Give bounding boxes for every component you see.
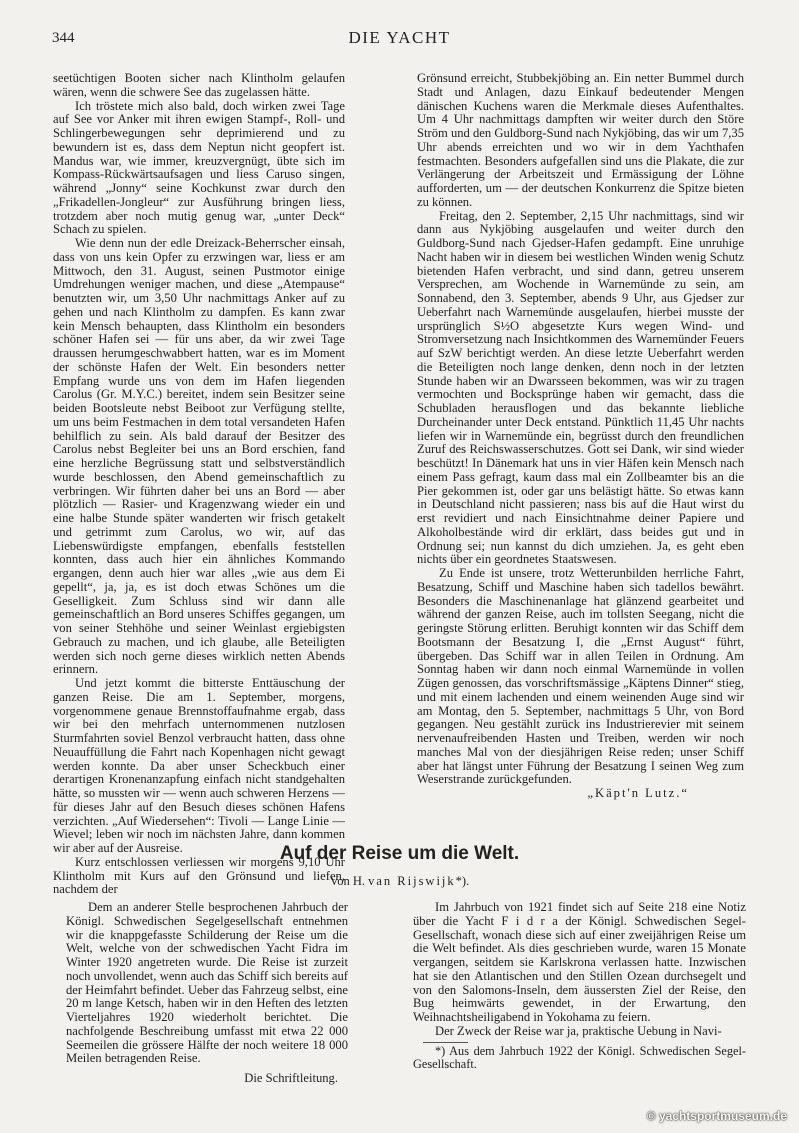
article-title: Auf der Reise um die Welt.: [279, 843, 520, 864]
page-number: 344: [52, 30, 75, 46]
running-title: DIE YACHT: [348, 28, 451, 47]
watermark: © yachtsportmuseum.de: [646, 1109, 787, 1123]
footnote: *) Aus dem Jahrbuch 1922 der Königl. Schwedischen Segel-Gesellschaft.: [413, 1043, 746, 1072]
byline: [0, 874, 799, 889]
paragraph: Der Zweck der Reise war ja, praktische Uebung in Navi-: [435, 1023, 722, 1038]
article2-right-column: [413, 901, 746, 1072]
article2-left-column: [66, 901, 348, 1086]
paragraph: Freitag, den 2. September, 2,15 Uhr nachmittags, sind wir dann aus Nykjöbing ausgelaufen und weiter durch den Guldborg-Sund nach Gjedser-Hafen gedampft. Eine unruhige Nacht haben wir in diesem bei westlichen Winden wenig Schutz bietenden Hafen verbracht, und sind dann, getreu unserem Versprechen, am Wochende in Warnemünde zu sein, am Sonnabend, den 3. September, abends 9 Uhr, aus Gjedser zur Ueberfahrt nach Warnemünde ausgelaufen, hierbei musste der ursprünglich S½O abgesetzte Kurs wegen Wind- und Stromversetzung nach Insichtkommen des Warnemünder Feuers auf SzW berichtigt werden. An diese letzte Ueberfahrt werden die Beteiligten noch lange denken, denn noch in der letzten Stunde haben wir an Dwarsseen bekommen, was wir zu tragen vermochten und Bocksprünge haben wir gemacht, dass die Schubladen herausflogen und das bekannte liebliche Durcheinander unter Deck entstand. Pünktlich 11,45 Uhr nachts liefen wir in Warnemünde ein, begrüsst durch den freundlichen Zuruf des Reichswasserschutzes. Gott sei Dank, wir sind wieder beschützt! In Dänemark hat uns in vier Häfen kein Mensch nach einem Pass gefragt, kaum dass mal ein Zollbeamter bis an die Pier gekommen ist, oder gar uns belästigt hätte. So etwas kann in Deutschland nicht passieren; nass bis auf die Haut wirst du erst revidiert und nach Einsichtnahme deiner Papiere und Alkoholbestände wird dir erklärt, dass beides gut und in Ordnung sei; nun kannst du dich umziehen. Ja, es geht eben nichts über ein geordnetes Staatswesen.: [417, 208, 744, 567]
paragraph: seetüchtigen Booten sicher nach Klintholm gelaufen wären, wenn die schwere See das zugelassen hätte.: [53, 71, 345, 99]
article1-right-column: [417, 72, 744, 801]
paragraph: Wie denn nun der edle Dreizack-Beherrscher einsah, dass von uns kein Opfer zu erzwingen war, liess er am Mittwoch, den 31. August, seinen Pustmotor einige Umdrehungen weniger machen, und diese „Atempause“ benutzten wir, um 3,50 Uhr nachmittags Anker auf zu gehen und nach Klintholm zu dampfen. Es kann zwar kein Mensch behaupten, dass Klintholm ein besonders schöner Hafen sei — für uns aber, da wir zwei Tage draussen herumgeschwabbert hatten, war es im Moment der schönste Hafen der Welt. Ein besonders netter Empfang wurde uns von dem im Hafen liegenden Carolus (Gr. M.Y.C.) bereitet, indem sein Besitzer seine beiden Bootsleute nebst Beiboot zur Verfügung stellte, um uns beim Festmachen in dem total versandeten Hafen behilflich zu sein. Als bald darauf der Besitzer des Carolus nebst Begleiter bei uns an Bord erschien, fand eine herzliche Begrüssung statt und selbstverständlich wurde beschlossen, den Abend gemeinschaftlich zu verbringen. Wir führten daher bei uns an Bord — aber plötzlich — Rasier- und Kragenzwang wieder ein und eine halbe Stunde später wanderten wir frisch getakelt und getrimmt zum Carolus, wo wir, auf das Liebenswürdigste empfangen, ebenfalls feststellen konnten, dass auch hier ein ähnliches Kommando ergangen, denn auch hier war alles „wie aus dem Ei gepellt“, ja, ja, es ist doch etwas Schönes um die Geselligkeit. Zum Schluss sind wir dann alle gemeinschaftlich an Bord unseres Schiffes gegangen, um von seiner Stehhöhe und seiner Weinlast ergiebigsten Gebrauch zu machen, und ich glaube, alle Beteiligten werden sich noch gerne dieses wirklich netten Abends erinnern.: [53, 236, 345, 677]
byline-prefix: Von H.: [329, 874, 369, 888]
paragraph: Kurz entschlossen verliessen wir morgens 9,10 Uhr Klintholm mit Kurs auf den Grönsund und liefen, nachdem der: [53, 854, 345, 897]
paragraph: Ich tröstete mich also bald, doch wirken zwei Tage auf See vor Anker mit ihren ewigen Stampf-, Roll- und Schlingerbewegungen sehr deprimierend und zu bewundern ist es, dass dem Neptun nicht geopfert ist. Mandus war, wie immer, kreuzvergnügt, übte sich im Kompass-Rückwärtsaufsagen und liess Caruso singen, während „Jonny“ seine Kochkunst zwar durch den „Frikadellen-Jongleur“ zur Ausführung bringen liess, trotzdem aber noch mutig genug war, „unter Deck“ Schach zu spielen.: [53, 98, 345, 237]
editor-note: Dem an anderer Stelle besprochenen Jahrbuch der Königl. Schwedischen Segelgesellschaft entnehmen wir die knappgefasste Schilderung der Reise um die Welt, welche von der schwedischen Yacht Fidra im Winter 1920 angetreten wurde. Die Reise ist zurzeit noch unvollendet, wenn auch das Schiff sich bereits auf der Heimfahrt befindet. Ueber das Fahrzeug selbst, eine 20 m lange Ketsch, haben wir in den Heften des letzten Vierteljahres 1920 wiederholt berichtet. Die nachfolgende Beschreibung umfasst mit etwa 22 000 Seemeilen die grössere Hälfte der noch weitere 18 000 Meilen betragenden Reise.: [66, 900, 348, 1066]
byline-suffix: *).: [455, 874, 470, 888]
editor-signature: Die Schriftleitung.: [244, 1071, 338, 1085]
byline-author: van Rijswijk: [368, 874, 456, 888]
author-signature: „Käpt'n Lutz.“: [587, 786, 689, 800]
footnote-divider: [423, 1042, 468, 1043]
paragraph: Im Jahrbuch von 1921 findet sich auf Seite 218 eine Notiz über die Yacht F i d r a der Königl. Schwedischen Segel-Gesellschaft, wonach diese sich auf einer zweijährigen Reise um die Welt befindet. Als dies geschrieben wurde, waren 15 Monate vergangen, seitdem sie Karlskrona verlassen hatte. Inzwischen hat sie den Atlantischen und den Stillen Ozean durchsegelt und von den Salomons-Inseln, dem äussersten Ziel der Reise, den Bug heimwärts gewendet, in der Erwartung, den Weihnachtsheiligabend in Yokohama zu feiern.: [413, 900, 746, 1024]
article1-left-column: [53, 72, 345, 897]
paragraph: Und jetzt kommt die bitterste Enttäuschung der ganzen Reise. Die am 1. September, morgens, vorgenommene genaue Brennstoffaufnahme ergab, dass wir bei den mehrfach unternommenen nutzlosen Sturmfahrten soviel Benzol verbraucht hatten, dass ohne Neuauffüllung die Fahrt nach Kopenhagen nicht gewagt werden konnte. Da aber unser Scheckbuch einer derartigen Kronenanzapfung einfach nicht standgehalten hätte, so mussten wir — wenn auch schweren Herzens — für dieses Jahr auf den Besuch dieses schönen Hafens verzichten. „Auf Wiedersehen“: Tivoli — Lange Linie — Wievel; leben wir noch im nächsten Jahre, dann kommen wir aber auf der Ausreise.: [53, 676, 345, 855]
paragraph: Grönsund erreicht, Stubbekjöbing an. Ein netter Bummel durch Stadt und Anlagen, dazu Einkauf bedeutender Mengen dänischen Kuchens waren die Merkmale dieses Aufenthaltes. Um 4 Uhr nachmittags dampften wir weiter durch den Störe Ström und den Guldborg-Sund nach Nykjöbing, das wir um 7,35 Uhr abends erreichten und wo wir in dem Yachthafen festmachten. Besonders aufgefallen sind uns die Plakate, die zur Verlängerung der Arbeitszeit und Ermässigung der Löhne aufforderten, um — der deutschen Konkurrenz die Spitze bieten zu können.: [417, 71, 744, 209]
paragraph: Zu Ende ist unsere, trotz Wetterunbilden herrliche Fahrt, Besatzung, Schiff und Maschine haben sich tadellos bewährt. Besonders die Maschinenanlage hat glänzend gearbeitet und während der ganzen Reise, auch im tollsten Seegang, nicht die geringste Störung erlitten. Beruhigt konnten wir das Schiff dem Bootsmann der Besatzung I, die „Ernst August“ führt, übergeben. Das Schiff war in allen Teilen in Ordnung. Am Sonntag haben wir dann noch einmal Warnemünde in vollen Zügen genossen, das vorschriftsmässige „Käptens Dinner“ stieg, und mit einem lachenden und einem weinenden Auge sind wir am Montag, den 5. September, nachmittags 5 Uhr, von Bord gegangen. Neu gestählt zurück ins Industrierevier mit seinem nervenaufreibenden Hasten und Treiben, werden wir noch manches Mal von der diesjährigen Reise reden; unser Schiff aber hat längst unter Führung der Besatzung I seinen Weg zum Weserstrande zurückgefunden.: [417, 566, 744, 787]
